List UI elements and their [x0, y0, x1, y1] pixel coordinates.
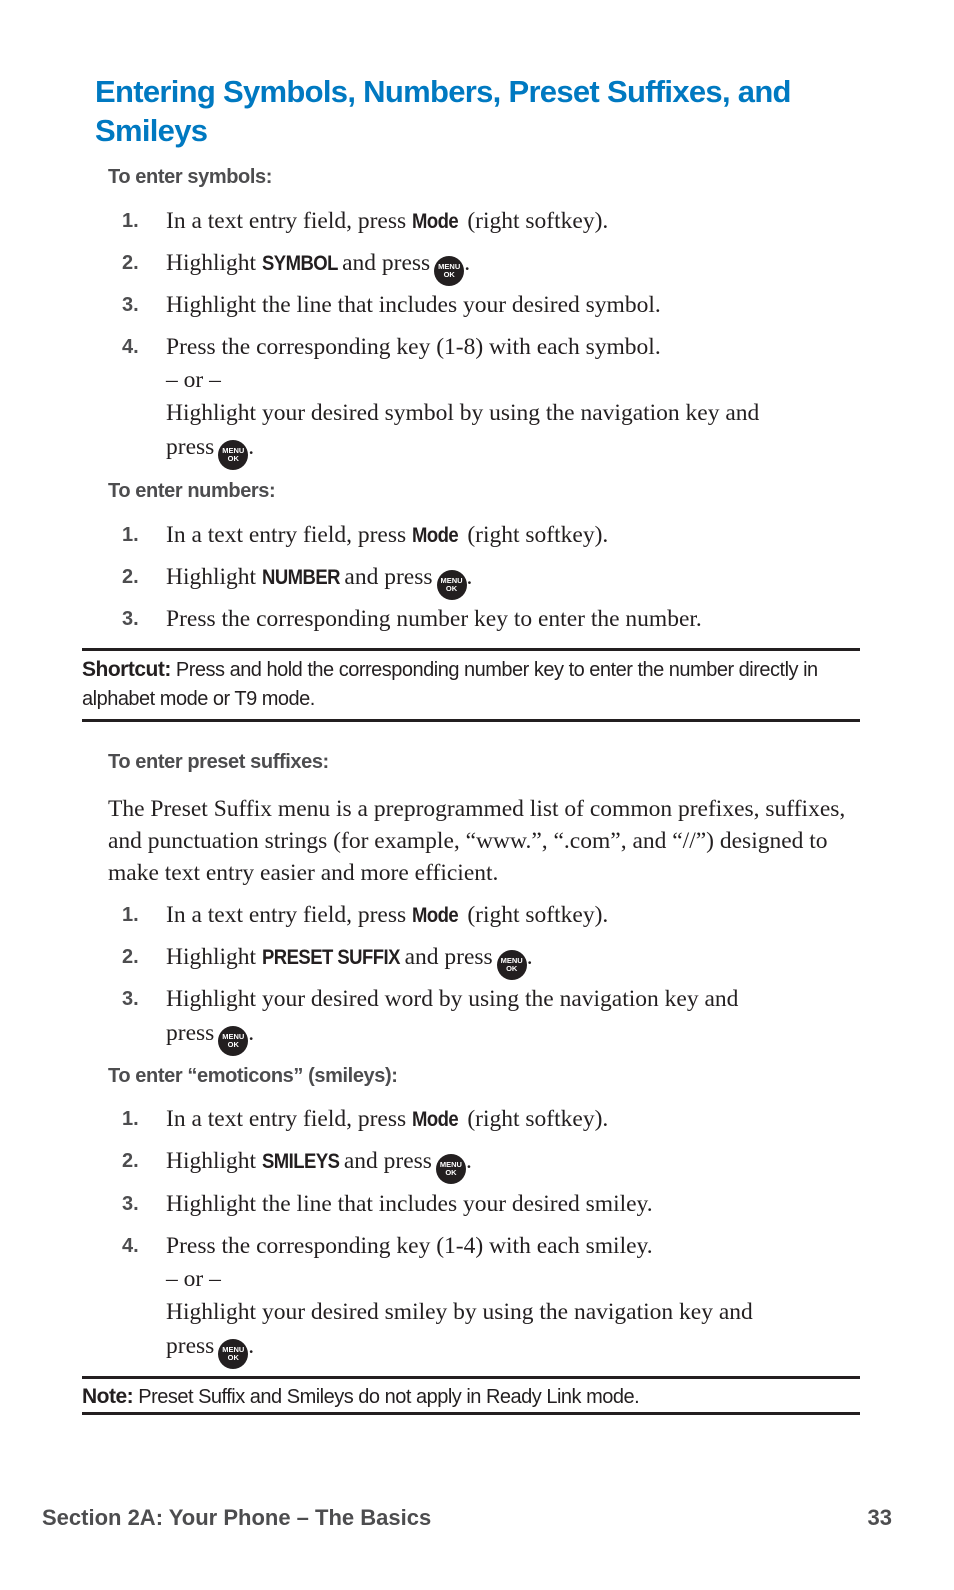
step-text: Press the corresponding key (1-4) with each smiley.: [166, 1233, 653, 1259]
step-text: In a text entry field, press: [166, 522, 413, 548]
step-text: Press the corresponding number key to enter the number.: [166, 606, 702, 632]
mode-keyword: Mode: [412, 524, 459, 547]
footer-section-title: Section 2A: Your Phone – The Basics: [42, 1505, 432, 1530]
step-text: and press: [337, 1148, 432, 1174]
symbols-step-3: [108, 288, 868, 322]
step-text: Highlight: [166, 944, 262, 970]
menu-ok-key-icon: MENU OK: [218, 1339, 248, 1369]
step-text: Highlight your desired symbol by using the navigation key and: [166, 400, 760, 426]
step-number: 3.: [122, 294, 139, 316]
step-text: In a text entry field, press: [166, 902, 413, 928]
step-number: 1.: [122, 210, 139, 232]
step-text: press: [166, 1020, 215, 1046]
menu-ok-key-icon: MENU OK: [218, 1026, 248, 1056]
step-number: 1.: [122, 904, 139, 926]
step-text: (right softkey).: [461, 1106, 609, 1132]
symbol-keyword: SYMBOL: [261, 252, 338, 275]
step-text: Press the corresponding key (1-8) with each symbol.: [166, 334, 661, 360]
suffixes-step-2: 2. Highlight PRESET SUFFIX and press MENU OK .: [108, 940, 868, 980]
step-text: press: [166, 434, 215, 460]
mode-keyword: Mode: [412, 1108, 459, 1131]
menu-ok-key-icon: MENU OK: [497, 950, 527, 980]
step-number: 1.: [122, 524, 139, 546]
step-number: 1.: [122, 1108, 139, 1130]
shortcut-label: Shortcut:: [82, 658, 171, 681]
step-number: 2.: [122, 946, 139, 968]
smileys-step-1: [108, 1102, 868, 1137]
suffixes-heading: To enter preset suffixes:: [108, 751, 329, 773]
menu-ok-key-icon: MENU OK: [218, 440, 248, 470]
step-text: and press: [336, 250, 431, 276]
step-text: In a text entry field, press: [166, 208, 413, 234]
smileys-step-2: 2. Highlight SMILEYS and press MENU OK .: [108, 1144, 868, 1184]
step-text: Highlight: [166, 1148, 262, 1174]
page-title: Entering Symbols, Numbers, Preset Suffixes, and Smileys: [95, 74, 791, 148]
symbols-heading: To enter symbols:: [108, 166, 272, 188]
shortcut-top-rule: [82, 648, 860, 651]
step-text: Highlight your desired word by using the navigation key and: [166, 986, 739, 1012]
note: [82, 1382, 860, 1412]
mode-keyword: Mode: [412, 210, 459, 233]
smileys-step-3: [108, 1187, 868, 1221]
note-top-rule: [82, 1376, 860, 1379]
step-number: 3.: [122, 1193, 139, 1215]
step-number: 2.: [122, 566, 139, 588]
note-label: Note:: [82, 1385, 134, 1408]
step-text: Highlight: [166, 250, 262, 276]
shortcut-text: Press and hold the corresponding number key to enter the number directly in alphabet mode or T9 mode.: [82, 659, 818, 710]
symbols-step-4: 4. Press the corresponding key (1-8) with each symbol. – or – Highlight your desired symbol by using the navigation key and press MENU OK .: [108, 330, 868, 470]
page-number: 33: [867, 1505, 892, 1530]
suffixes-intro: The Preset Suffix menu is a preprogrammed list of common prefixes, suffixes, and punctuation strings (for example, “www.”, “.com”, and “//”) designed to make text entry easier and more efficient.: [108, 796, 846, 886]
step-text: and press: [338, 564, 433, 590]
step-number: 3.: [122, 608, 139, 630]
smileys-keyword: SMILEYS: [261, 1150, 340, 1173]
suffixes-step-3: 3. Highlight your desired word by using the navigation key and press MENU OK .: [108, 982, 868, 1056]
step-number: 4.: [122, 1235, 139, 1257]
suffixes-step-1: [108, 898, 868, 933]
menu-ok-key-icon: MENU OK: [437, 570, 467, 600]
step-text: Highlight the line that includes your desired smiley.: [166, 1191, 653, 1217]
menu-ok-key-icon: MENU OK: [434, 256, 464, 286]
step-text: (right softkey).: [461, 902, 609, 928]
step-number: 3.: [122, 988, 139, 1010]
note-bottom-rule: [82, 1412, 860, 1415]
symbols-step-1: [108, 204, 868, 239]
note-text: Preset Suffix and Smileys do not apply in Ready Link mode.: [133, 1386, 640, 1408]
step-text: Highlight the line that includes your desired symbol.: [166, 292, 661, 318]
symbols-step-2: 2. Highlight SYMBOL and press MENU OK .: [108, 246, 868, 286]
step-number: 2.: [122, 252, 139, 274]
menu-ok-key-icon: MENU OK: [436, 1154, 466, 1184]
number-keyword: NUMBER: [261, 566, 340, 589]
or-separator: – or –: [166, 1266, 221, 1292]
step-text: (right softkey).: [461, 522, 609, 548]
numbers-step-2: 2. Highlight NUMBER and press MENU OK .: [108, 560, 868, 600]
mode-keyword: Mode: [412, 904, 459, 927]
or-separator: – or –: [166, 367, 221, 393]
shortcut-note: [82, 655, 860, 714]
numbers-step-1: [108, 518, 868, 553]
step-text: and press: [398, 944, 493, 970]
numbers-step-3: [108, 602, 868, 636]
step-text: press: [166, 1333, 215, 1359]
smileys-step-4: 4. Press the corresponding key (1-4) with each smiley. – or – Highlight your desired smiley by using the navigation key and press MENU OK .: [108, 1229, 868, 1369]
step-number: 2.: [122, 1150, 139, 1172]
step-text: Highlight your desired smiley by using the navigation key and: [166, 1299, 753, 1325]
shortcut-bottom-rule: [82, 719, 860, 722]
preset-suffix-keyword: PRESET SUFFIX: [261, 946, 400, 969]
smileys-heading: To enter “emoticons” (smileys):: [108, 1065, 398, 1087]
step-number: 4.: [122, 336, 139, 358]
step-text: (right softkey).: [461, 208, 609, 234]
step-text: Highlight: [166, 564, 262, 590]
numbers-heading: To enter numbers:: [108, 480, 276, 502]
step-text: In a text entry field, press: [166, 1106, 413, 1132]
